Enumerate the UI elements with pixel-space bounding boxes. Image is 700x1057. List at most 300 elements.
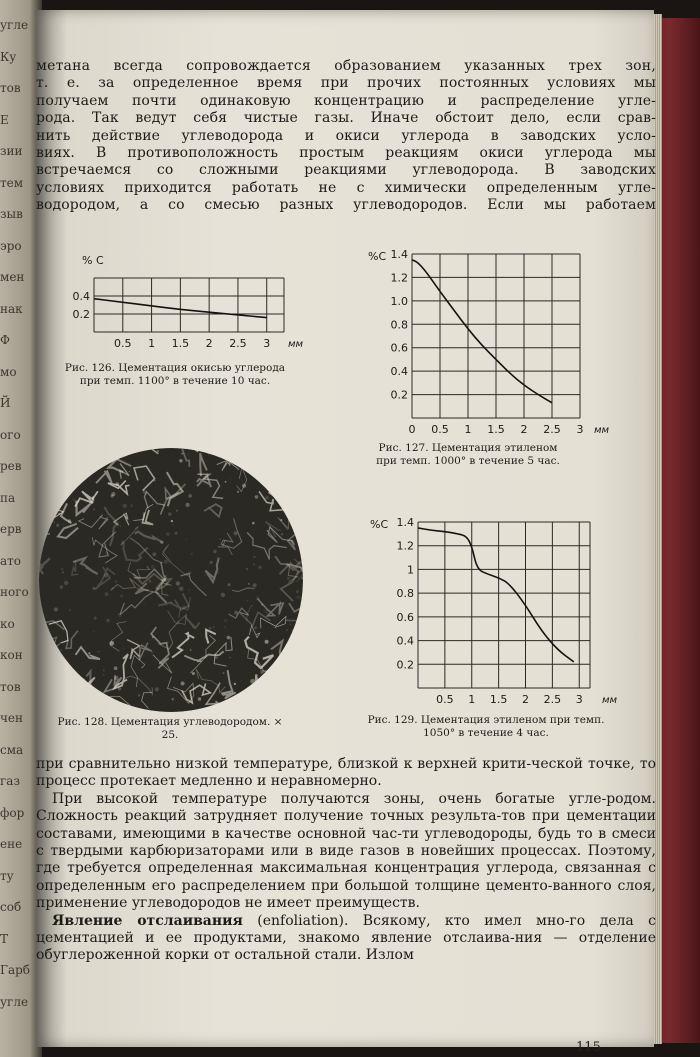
grain-speck <box>253 556 255 558</box>
grain-speck <box>238 703 243 708</box>
left-page-fragment: кон <box>0 648 23 662</box>
grain-speck <box>82 706 86 710</box>
grain-speck <box>105 551 108 554</box>
grain-speck <box>292 629 296 633</box>
grain-speck <box>192 672 195 675</box>
y-tick-label: 0.4 <box>390 365 408 379</box>
grain-speck <box>296 595 300 599</box>
grain-speck <box>250 679 255 684</box>
grain-speck <box>149 580 152 583</box>
grain-boundary <box>303 652 317 671</box>
grain-speck <box>88 652 90 654</box>
grain-speck <box>272 655 273 656</box>
left-page-fragment: рев <box>0 459 22 473</box>
grain-speck <box>297 693 300 696</box>
y-tick-label: 1.4 <box>390 248 408 261</box>
grain-speck <box>246 600 248 602</box>
grain-boundary <box>291 635 312 649</box>
grain-speck <box>216 571 219 574</box>
grain-speck <box>114 666 118 670</box>
grain-speck <box>188 636 189 637</box>
grain-speck <box>168 657 169 658</box>
fig129-caption: Рис. 129. Цементация этиленом при темп. 1050° в течение 4 час. <box>367 714 605 739</box>
grain-speck <box>97 699 99 701</box>
left-page-fragment: тов <box>0 81 21 95</box>
grain-speck <box>120 446 122 448</box>
left-page-fragment: газ <box>0 774 20 788</box>
grain-speck <box>61 568 64 571</box>
x-tick-label: 0 <box>408 423 416 436</box>
grain-speck <box>74 534 76 536</box>
grain-speck <box>130 448 135 453</box>
grain-speck <box>213 626 215 628</box>
left-page-fragment: угле <box>0 994 29 1009</box>
left-page-fragment: зыв <box>0 207 23 221</box>
left-page-fragment: мо <box>0 364 17 379</box>
x-tick-label: 2.5 <box>543 423 561 436</box>
grain-speck <box>281 533 283 535</box>
grain-speck <box>160 541 163 544</box>
grain-speck <box>114 676 119 681</box>
left-page-fragment: ерв <box>0 522 22 536</box>
grain-speck <box>294 707 298 711</box>
grain-boundary <box>42 434 67 458</box>
x-tick-label: 0.5 <box>436 693 454 706</box>
x-tick-label: 1 <box>148 337 156 350</box>
grain-speck <box>225 481 227 483</box>
text-line: водородом, а со смесью разных углеводородов. Если мы работаем <box>36 197 656 214</box>
x-tick-label: 2 <box>205 337 213 350</box>
grain-speck <box>279 699 281 701</box>
grain-speck <box>62 571 64 573</box>
grain-speck <box>223 672 225 674</box>
grain-speck <box>92 587 95 590</box>
grain-speck <box>120 526 122 528</box>
x-tick-label: 2.5 <box>543 693 562 706</box>
grain-speck <box>296 590 299 593</box>
grain-speck <box>179 459 182 462</box>
y-tick-label: 1.2 <box>396 539 414 553</box>
grain-speck <box>298 588 299 589</box>
grain-boundary <box>279 481 289 496</box>
grain-speck <box>110 641 115 646</box>
x-unit-label: мм <box>602 695 618 706</box>
grain-speck <box>268 509 269 510</box>
grain-speck <box>58 513 60 515</box>
grain-speck <box>181 682 185 686</box>
y-tick-label: 1.0 <box>390 294 408 308</box>
grain-speck <box>171 698 174 701</box>
grain-speck <box>278 465 281 468</box>
grain-speck <box>288 495 292 499</box>
grain-boundary <box>95 424 120 446</box>
grain-speck <box>54 548 55 549</box>
grain-speck <box>253 583 257 587</box>
grain-speck <box>246 568 249 571</box>
left-page-fragment: па <box>0 490 16 505</box>
grain-speck <box>286 629 288 631</box>
text-line: рода. Так ведут себя чистые газы. Иначе обстоит дело, если срав- <box>36 110 656 127</box>
grain-speck <box>290 634 294 638</box>
grain-speck <box>55 448 56 449</box>
grain-speck <box>119 704 121 706</box>
data-line <box>418 528 574 662</box>
grain-speck <box>274 444 278 448</box>
grain-speck <box>146 509 149 512</box>
grain-speck <box>290 624 292 626</box>
grain-boundary <box>244 698 263 716</box>
grain-speck <box>234 452 236 454</box>
grain-speck <box>221 593 225 597</box>
grain-speck <box>188 589 190 591</box>
grain-speck <box>86 552 88 554</box>
grain-speck <box>143 490 147 494</box>
grain-speck <box>187 639 189 641</box>
grain-boundary <box>280 466 301 483</box>
grain-speck <box>182 605 185 608</box>
grain-speck <box>172 524 174 526</box>
paragraph <box>36 913 656 965</box>
grain-speck <box>78 683 79 684</box>
grain-speck <box>51 689 55 693</box>
grain-speck <box>181 453 183 455</box>
grain-speck <box>263 452 265 454</box>
left-page-fragment: ного <box>0 585 29 599</box>
fig126-chart <box>50 242 304 362</box>
grain-speck <box>188 571 191 574</box>
x-tick-label: 0.5 <box>431 423 449 436</box>
grain-speck <box>186 539 187 540</box>
grain-speck <box>269 463 272 466</box>
grain-speck <box>97 576 98 577</box>
grain-speck <box>69 609 71 611</box>
grain-boundary <box>301 569 317 580</box>
grain-speck <box>154 480 156 482</box>
grain-speck <box>219 538 221 540</box>
grain-speck <box>207 450 211 454</box>
grain-speck <box>214 448 217 451</box>
text-line: т. е. за определенное время при прочих постоянных условиях мы <box>36 75 656 92</box>
x-tick-label: 1.5 <box>487 423 505 436</box>
grain-speck <box>170 633 172 635</box>
grain-speck <box>106 619 109 622</box>
grain-speck <box>209 627 212 630</box>
grain-speck <box>267 444 271 448</box>
grain-speck <box>277 461 281 465</box>
grain-speck <box>227 636 231 640</box>
x-tick-label: 1 <box>468 693 476 706</box>
grain-speck <box>225 626 226 627</box>
grain-speck <box>228 583 231 586</box>
grain-speck <box>61 649 63 651</box>
grain-speck <box>118 613 122 617</box>
grain-boundary <box>88 445 100 455</box>
grain-speck <box>80 697 82 699</box>
grain-speck <box>280 519 282 521</box>
paragraph <box>36 756 656 791</box>
x-tick-label: 1.5 <box>489 693 508 706</box>
grain-speck <box>49 636 53 640</box>
grain-speck <box>152 636 154 638</box>
grain-speck <box>265 640 269 644</box>
grain-speck <box>132 704 133 705</box>
grain-speck <box>78 501 80 503</box>
grain-speck <box>253 589 256 592</box>
grain-speck <box>224 619 228 623</box>
grain-speck <box>263 567 264 568</box>
fig129-chart <box>356 504 630 714</box>
grain-speck <box>302 457 303 458</box>
grain-speck <box>111 587 113 589</box>
grain-speck <box>171 602 173 604</box>
grain-speck <box>254 626 257 629</box>
grain-speck <box>198 697 202 701</box>
left-page-fragment: ту <box>0 868 14 883</box>
y-tick-label: 0.2 <box>390 388 408 402</box>
fig127-caption: Рис. 127. Цементация этиленом при темп. 1000° в течение 5 час. <box>376 442 560 467</box>
grain-speck <box>122 647 125 650</box>
grain-speck <box>129 471 130 472</box>
grain-speck <box>278 464 280 466</box>
grain-speck <box>140 650 141 651</box>
grain-speck <box>195 689 196 690</box>
y-tick-label: 0.6 <box>390 341 408 355</box>
grain-speck <box>151 651 153 653</box>
grain-speck <box>256 596 260 600</box>
grain-speck <box>264 609 268 613</box>
grain-speck <box>281 472 283 474</box>
left-page-fragment: Ку <box>0 49 17 64</box>
right-page <box>36 10 656 1055</box>
grain-speck <box>155 687 159 691</box>
grain-speck <box>118 687 121 690</box>
grain-boundary <box>38 677 60 699</box>
grain-speck <box>186 445 188 447</box>
grain-speck <box>93 508 95 510</box>
grain-speck <box>132 531 136 535</box>
left-page-fragment: чен <box>0 711 24 725</box>
page-number: 115 <box>576 1040 601 1055</box>
grain-speck <box>285 472 288 475</box>
grain-speck <box>67 466 71 470</box>
grain-speck <box>253 563 255 565</box>
grain-speck <box>37 486 41 490</box>
paragraph <box>36 791 656 913</box>
left-page-fragment: Гарб <box>0 963 31 977</box>
fig128-caption: Рис. 128. Цементация углеводородом. × 25. <box>57 716 283 741</box>
text-line: встречаемся со сложными реакциями углеводорода. В заводских <box>36 162 656 179</box>
left-page-fragment: тем <box>0 175 24 190</box>
grain-boundary <box>96 451 113 464</box>
left-page-fragment: Т <box>0 931 9 946</box>
top-paragraph <box>36 58 656 215</box>
grain-speck <box>54 607 58 611</box>
grain-speck <box>164 560 168 564</box>
grain-speck <box>284 452 288 456</box>
grain-speck <box>305 585 308 588</box>
grain-speck <box>191 553 193 555</box>
text-line: виях. В противоположность простым реакциям окиси углерода мы <box>36 145 656 162</box>
grain-speck <box>81 678 84 681</box>
text-line: получаем почти одинаковую концентрацию и распределение угле- <box>36 92 656 109</box>
x-tick-label: 1 <box>464 423 472 436</box>
grain-speck <box>111 494 114 497</box>
grain-speck <box>49 657 51 659</box>
grain-speck <box>242 539 243 540</box>
grain-speck <box>287 577 290 580</box>
left-page-fragment: фор <box>0 805 25 820</box>
grain-speck <box>175 532 178 535</box>
grain-speck <box>93 631 95 633</box>
grain-speck <box>213 550 217 554</box>
y-tick-label: 1.4 <box>396 516 414 529</box>
grain-speck <box>258 566 261 569</box>
grain-boundary <box>68 681 78 711</box>
y-axis-label: %C <box>370 518 389 531</box>
paragraph-heading: Явление отслаивания <box>52 912 243 929</box>
grain-speck <box>265 496 269 500</box>
grain-speck <box>234 683 236 685</box>
y-tick-label: 1.2 <box>390 271 408 285</box>
grain-speck <box>194 548 195 549</box>
grain-speck <box>46 526 47 527</box>
grain-speck <box>68 519 71 522</box>
left-page-fragment: ого <box>0 427 21 442</box>
micrograph-field <box>6 418 340 721</box>
grain-speck <box>186 503 190 507</box>
data-line <box>412 260 552 403</box>
grain-speck <box>179 587 184 592</box>
grain-speck <box>224 628 228 632</box>
grain-speck <box>230 478 232 480</box>
text-line: условиях приходится работать не с химически определенным угле- <box>36 179 656 196</box>
x-tick-label: 2 <box>520 423 528 436</box>
left-page-fragment: ато <box>0 553 22 568</box>
grain-speck <box>47 458 50 461</box>
grain-speck <box>103 669 105 671</box>
grain-speck <box>176 581 180 585</box>
left-page-fragment: тов <box>0 679 21 694</box>
fig127-chart <box>366 240 628 440</box>
left-page-fragment: сма <box>0 742 24 757</box>
grain-speck <box>56 524 59 527</box>
grain-speck <box>137 587 140 590</box>
text-line: метана всегда сопровождается образованием указанных трех зон, <box>36 58 656 74</box>
grain-speck <box>275 489 277 491</box>
grain-speck <box>49 658 50 659</box>
grain-boundary <box>291 666 299 679</box>
y-axis-label: %C <box>368 250 387 263</box>
grain-speck <box>157 450 159 452</box>
grain-speck <box>136 543 139 546</box>
grain-speck <box>103 674 105 676</box>
x-tick-label: 2.5 <box>229 337 247 350</box>
paragraph-text: При высокой температуре получаются зоны, очень богатые угле-родом. Сложность реакций затрудняет получение точных результа-тов при цементации составами, имеющими в качестве основной час-ти углеводороды, будь то в смеси с твердыми карбюризаторами или в виде газов в новейших процессах. Поэтому, где требуется определенная максимальная концентрация углерода, связанная с определенным его распределением при большой толщине цементо-ванного слоя, применение углеводородов не имеет преимуществ. <box>36 790 656 912</box>
grain-speck <box>69 700 71 702</box>
x-tick-label: 3 <box>263 337 271 350</box>
grain-speck <box>204 575 206 577</box>
paragraph-text: (enfoliation). Всякому, кто имел мно-го дела с цементацией и ее продуктами, знакомо явление отслаива-ния — отделение обуглероженной корки от остальной стали. Излом <box>36 912 656 964</box>
y-axis-label: % C <box>82 254 104 267</box>
grain-speck <box>94 617 97 620</box>
grain-speck <box>80 448 82 450</box>
grain-speck <box>105 592 109 596</box>
grain-speck <box>231 499 233 501</box>
y-tick-label: 1 <box>407 563 414 577</box>
grain-speck <box>164 575 166 577</box>
grain-speck <box>44 527 46 529</box>
y-tick-label: 0.4 <box>72 290 90 303</box>
grain-speck <box>115 482 119 486</box>
grain-speck <box>252 522 255 525</box>
grain-speck <box>64 581 68 585</box>
grain-speck <box>49 487 52 490</box>
left-page-fragment: угле <box>0 18 29 32</box>
grain-speck <box>34 593 38 597</box>
grain-speck <box>62 523 66 527</box>
grain-speck <box>255 474 258 477</box>
grain-speck <box>151 565 155 569</box>
grain-speck <box>54 522 55 523</box>
grain-speck <box>98 651 99 652</box>
x-tick-label: 1.5 <box>171 337 190 350</box>
x-tick-label: 0.5 <box>114 337 132 350</box>
grain-boundary <box>69 445 93 463</box>
grain-speck <box>260 670 264 674</box>
grain-speck <box>255 495 259 499</box>
grain-speck <box>69 692 71 694</box>
grain-speck <box>229 657 231 659</box>
y-tick-label: 0.6 <box>396 610 414 624</box>
grain-speck <box>249 628 253 632</box>
grain-speck <box>168 512 171 515</box>
grain-speck <box>207 578 208 579</box>
grain-speck <box>297 676 299 678</box>
grain-boundary <box>73 465 76 488</box>
grain-speck <box>188 494 192 498</box>
bottom-paragraphs <box>36 756 656 965</box>
grain-speck <box>41 454 42 455</box>
grain-speck <box>210 561 213 564</box>
left-page-fragment: эро <box>0 238 22 253</box>
grain-speck <box>214 655 218 659</box>
grain-speck <box>190 649 192 651</box>
grain-speck <box>289 539 293 543</box>
grain-speck <box>71 459 75 463</box>
grain-speck <box>252 463 254 465</box>
y-tick-label: 0.8 <box>396 587 414 601</box>
left-page-fragment: Й <box>0 396 11 410</box>
y-tick-label: 0.4 <box>396 634 414 648</box>
x-unit-label: мм <box>288 339 304 350</box>
y-tick-label: 0.2 <box>72 308 90 321</box>
grain-speck <box>60 585 64 589</box>
grain-speck <box>300 602 302 604</box>
grain-speck <box>176 510 178 512</box>
fig128-micrograph <box>36 444 306 716</box>
grain-speck <box>234 611 238 615</box>
grain-speck <box>120 594 123 597</box>
grain-speck <box>237 491 239 493</box>
grain-speck <box>261 604 263 606</box>
grain-speck <box>166 532 170 536</box>
grain-boundary <box>189 434 212 452</box>
left-page-fragment: Е <box>0 112 9 127</box>
text-line: нить действие углеводорода и окиси углерода в заводских усло- <box>36 127 656 144</box>
left-page-fragment: мен <box>0 270 25 284</box>
grain-boundary <box>119 418 140 450</box>
grain-speck <box>248 583 250 585</box>
